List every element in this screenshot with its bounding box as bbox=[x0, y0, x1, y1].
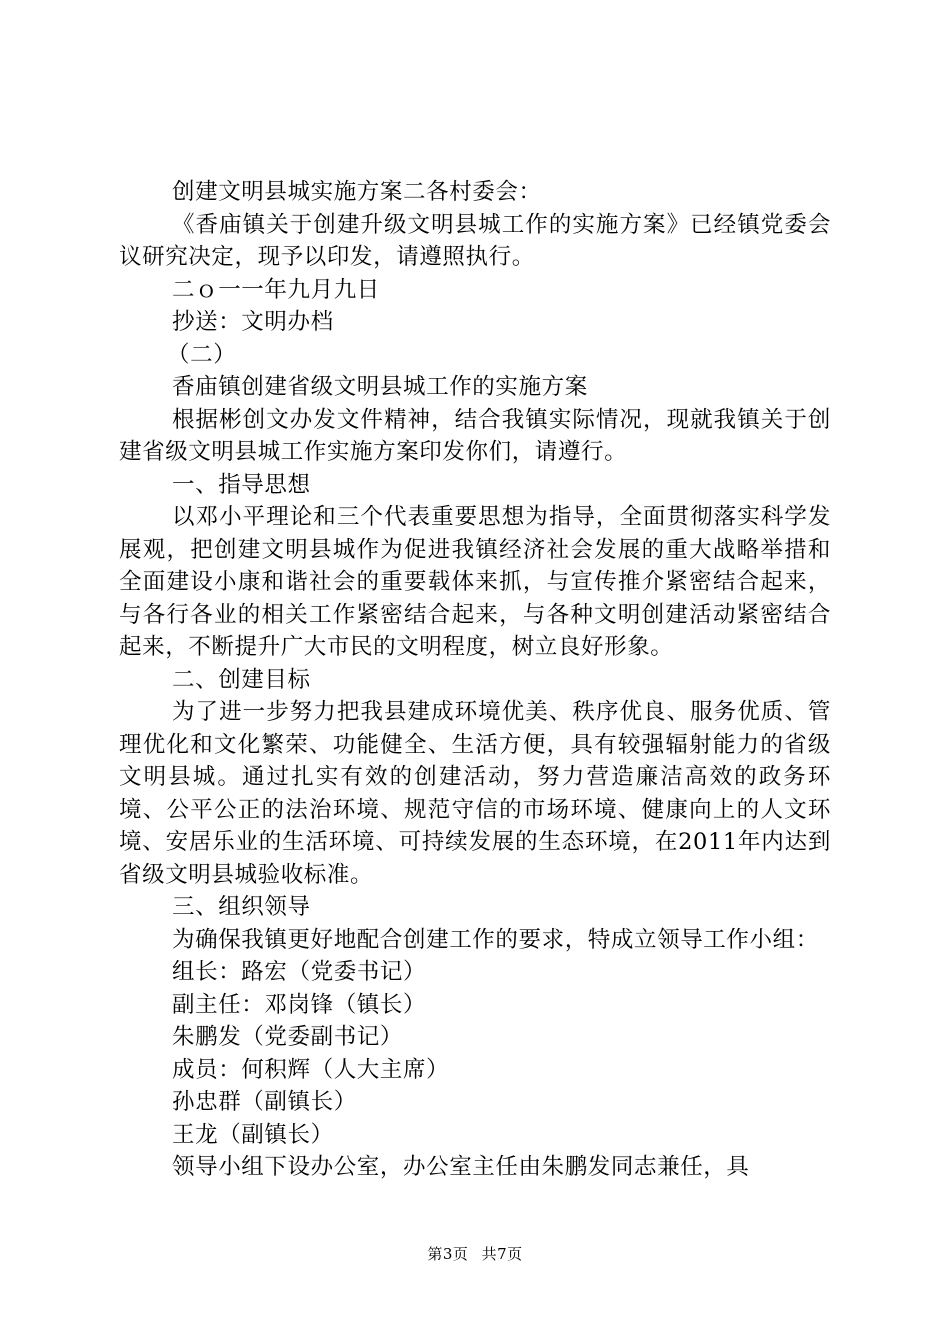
paragraph-plan-title: 香庙镇创建省级文明县城工作的实施方案 bbox=[172, 374, 588, 400]
paragraph-guiding-thought: 以邓小平理论和三个代表重要思想为指导，全面贯彻落实科学发展观，把创建文明县城作为促进我镇经济社会发展的重大战略举措和全面建设小康和谐社会的重要载体来抓，与宣传推介紧密结合起来，与各行各业的相关工作紧密结合起来，与各种文明创建活动紧密结合起来，不断提升广大市民的文明程度，树立良好形象。 bbox=[119, 504, 831, 660]
paragraph-office: 领导小组下设办公室，办公室主任由朱鹏发同志兼任，具 bbox=[172, 1154, 750, 1180]
heading-leadership: 三、组织领导 bbox=[172, 894, 311, 920]
document-body bbox=[119, 176, 831, 1184]
paragraph-section-number: （二） bbox=[167, 341, 237, 368]
member-member-2: 孙忠群（副镇长） bbox=[172, 1089, 357, 1115]
heading-goals: 二、创建目标 bbox=[172, 666, 311, 693]
page-total: 共7页 bbox=[481, 1245, 523, 1263]
member-member-3: 王龙（副镇长） bbox=[172, 1121, 334, 1148]
member-deputy-secretary: 朱鹏发（党委副书记） bbox=[172, 1024, 404, 1050]
paragraph-cc: 抄送：文明办档 bbox=[172, 309, 334, 335]
paragraph-heading-notice: 创建文明县城实施方案二各村委会： bbox=[172, 179, 542, 205]
heading-guiding-thought: 一、指导思想 bbox=[172, 471, 311, 498]
page-number: 第3页 bbox=[427, 1245, 469, 1263]
paragraph-date: 二ｏ一一年九月九日 bbox=[172, 276, 380, 303]
paragraph-notice-body: 《香庙镇关于创建升级文明县城工作的实施方案》已经镇党委会议研究决定，现予以印发，请遵照执行。 bbox=[119, 211, 831, 270]
member-leader: 组长：路宏（党委书记） bbox=[172, 959, 427, 985]
member-deputy-director: 副主任：邓岗锋（镇长） bbox=[172, 991, 427, 1018]
page-footer bbox=[0, 1244, 950, 1264]
paragraph-leadership: 为确保我镇更好地配合创建工作的要求，特成立领导工作小组： bbox=[172, 926, 819, 953]
paragraph-goals: 为了进一步努力把我县建成环境优美、秩序优良、服务优质、管理优化和文化繁荣、功能健全、生活方便，具有较强辐射能力的省级文明县城。通过扎实有效的创建活动，努力营造廉洁高效的政务环境、公平公正的法治环境、规范守信的市场环境、健康向上的人文环境、安居乐业的生活环境、可持续发展的生态环境，在2011年内达到省级文明县城验收标准。 bbox=[119, 699, 831, 888]
paragraph-intro: 根据彬创文办发文件精神，结合我镇实际情况，现就我镇关于创建省级文明县城工作实施方案印发你们，请遵行。 bbox=[119, 406, 831, 465]
member-member-1: 成员：何积辉（人大主席） bbox=[172, 1056, 450, 1083]
